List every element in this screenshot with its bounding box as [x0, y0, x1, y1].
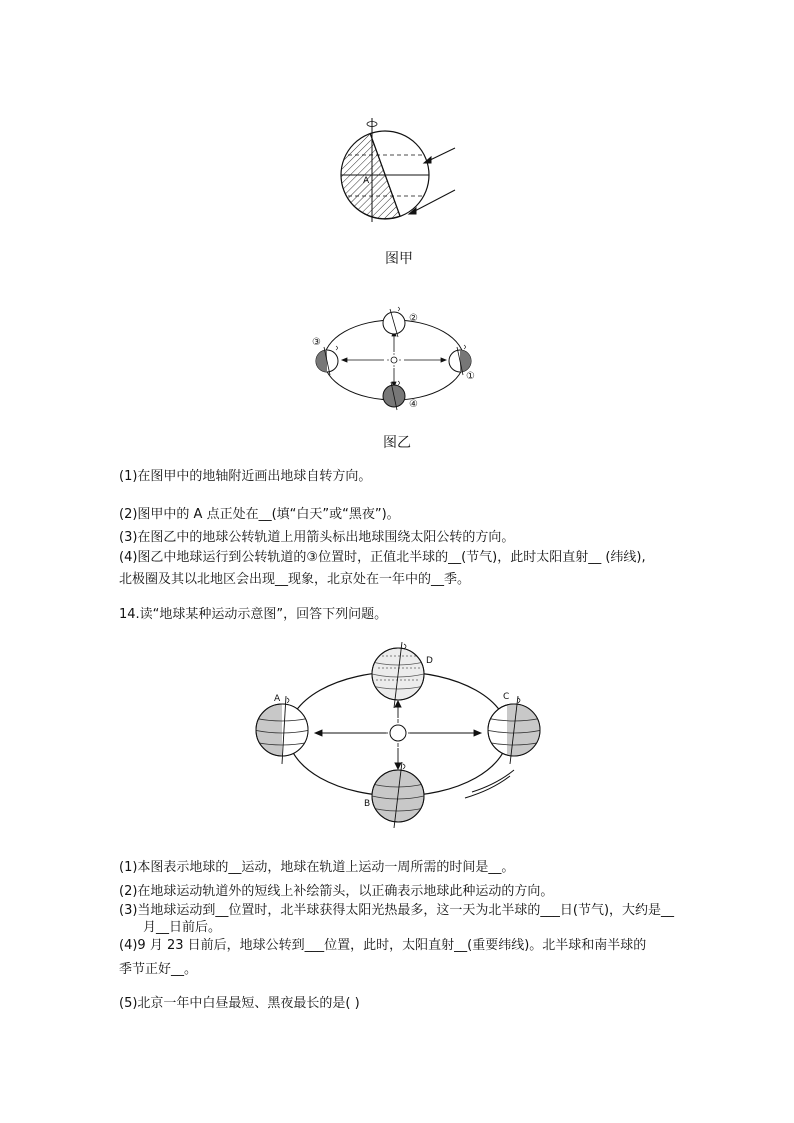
question-14-4a: (4)9 月 23 日前后，地球公转到___位置，此时，太阳直射__(重要纬线)。北半球和南半球的 [119, 938, 647, 953]
point-a-label: A [363, 176, 370, 186]
earth-revolution-diagram [252, 638, 542, 828]
question-14-3b: 月__日前后。 [143, 920, 222, 935]
question-14-3a: (3)当地球运动到__位置时，北半球获得太阳光热最多，这一天为北半球的___日(节气)，大约是__ [119, 903, 675, 918]
earth-illumination-diagram [330, 110, 470, 220]
question-1-1: (1)在图甲中的地轴附近画出地球自转方向。 [119, 469, 372, 484]
position-label-b: B [364, 799, 371, 809]
orbit-label-4: ④ [409, 399, 418, 410]
position-label-d: D [426, 656, 433, 666]
orbit-label-1: ① [466, 371, 475, 382]
question-14-4b: 季节正好__。 [119, 962, 198, 977]
question-14-1: (1)本图表示地球的__运动，地球在轨道上运动一周所需的时间是__。 [119, 860, 515, 875]
question-1-4b: 北极圈及其以北地区会出现__现象，北京处在一年中的__季。 [119, 572, 471, 587]
figure-jia-caption: 图甲 [385, 251, 413, 267]
question-14-2: (2)在地球运动轨道外的短线上补绘箭头，以正确表示地球此种运动的方向。 [119, 884, 554, 899]
question-14-heading: 14.读“地球某种运动示意图”，回答下列问题。 [119, 607, 388, 622]
question-1-2: (2)图甲中的 A 点正处在__(填“白天”或“黑夜”)。 [119, 507, 400, 522]
orbit-diagram-small [312, 303, 482, 413]
question-1-4a: (4)图乙中地球运行到公转轨道的③位置时，正值北半球的__(节气)，此时太阳直射__ (纬线), [119, 550, 646, 565]
question-1-3: (3)在图乙中的地球公转轨道上用箭头标出地球围绕太阳公转的方向。 [119, 530, 515, 545]
orbit-label-3: ③ [312, 337, 321, 348]
orbit-label-2: ② [409, 313, 418, 324]
figure-yi-caption: 图乙 [383, 435, 411, 451]
position-label-a: A [274, 694, 281, 704]
question-14-5: (5)北京一年中白昼最短、黑夜最长的是( ) [119, 996, 360, 1011]
position-label-c: C [503, 692, 510, 702]
